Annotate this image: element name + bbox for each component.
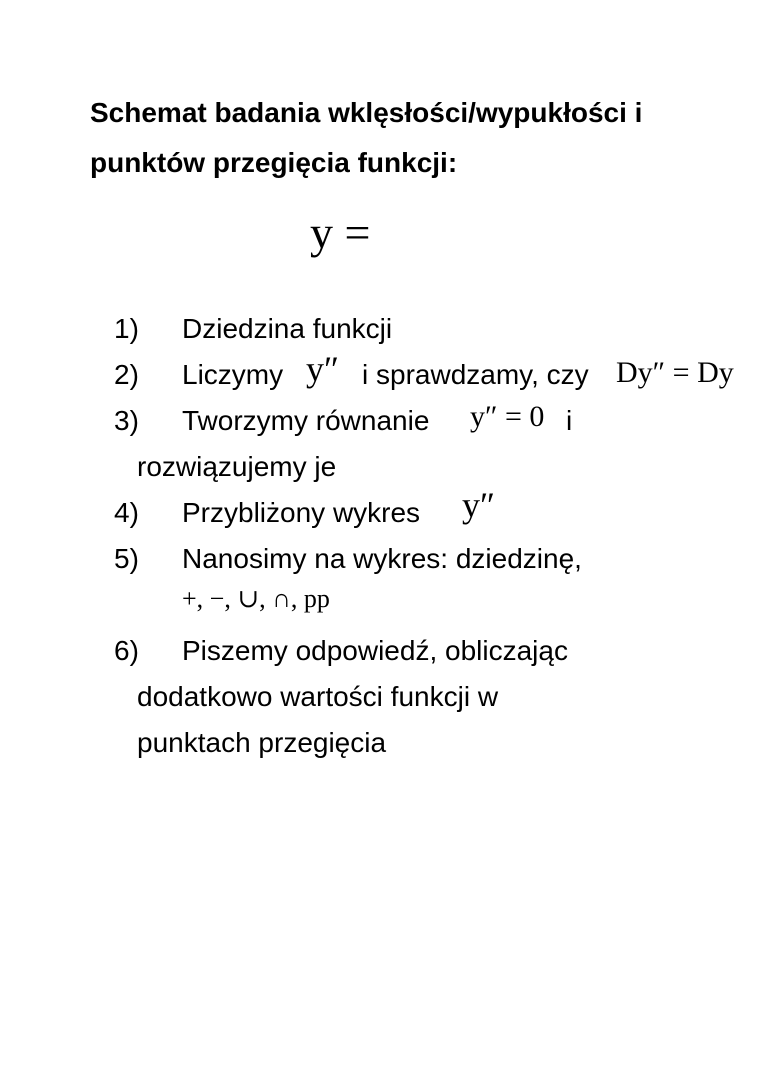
step-6-continuation-1-text: dodatkowo wartości funkcji w (137, 681, 499, 712)
step-6-continuation-2-text: punktach przegięcia (137, 727, 387, 758)
step-1 (0, 306, 760, 352)
step-2 (0, 349, 760, 398)
step-5-continuation (0, 582, 760, 628)
step-5-number: 5) (114, 543, 139, 574)
step-2-number: 2) (114, 359, 139, 390)
title-line-2: punktów przegięcia funkcji: (90, 147, 458, 178)
step-5-math-symbols: +, −, ∪, ∩, pp (182, 584, 330, 613)
step-2-text-2: i sprawdzamy, czy (362, 359, 589, 390)
step-3-text: Tworzymy równanie (182, 405, 430, 436)
step-2-math-domain-check: Dy″ = Dy (616, 356, 734, 389)
page-title (90, 88, 730, 188)
step-3-math-equation: y″ = 0 (470, 400, 545, 433)
step-5 (0, 536, 760, 582)
step-4-math-second-derivative: y″ (462, 485, 495, 525)
step-2-text: Liczymy (182, 359, 284, 390)
step-1-text: Dziedzina funkcji (182, 313, 393, 344)
step-3-continuation-text: rozwiązujemy je (137, 451, 337, 482)
title-line-1: Schemat badania wklęsłości/wypukłości i (90, 97, 643, 128)
step-6-continuation-2 (0, 720, 760, 766)
step-5-text: Nanosimy na wykres: dziedzinę, (182, 543, 582, 574)
step-4 (0, 485, 760, 536)
function-formula: y = (310, 207, 371, 258)
step-3 (0, 398, 760, 444)
step-3-continuation (0, 444, 760, 490)
step-6-text: Piszemy odpowiedź, obliczając (182, 635, 568, 666)
step-3-number: 3) (114, 405, 139, 436)
step-6 (0, 628, 760, 674)
step-6-continuation-1 (0, 674, 760, 720)
step-4-number: 4) (114, 497, 139, 528)
step-4-text: Przybliżony wykres (182, 497, 421, 528)
step-1-number: 1) (114, 313, 139, 344)
step-6-number: 6) (114, 635, 139, 666)
step-2-math-second-derivative: y″ (306, 349, 339, 389)
step-3-text-2: i (566, 405, 573, 436)
